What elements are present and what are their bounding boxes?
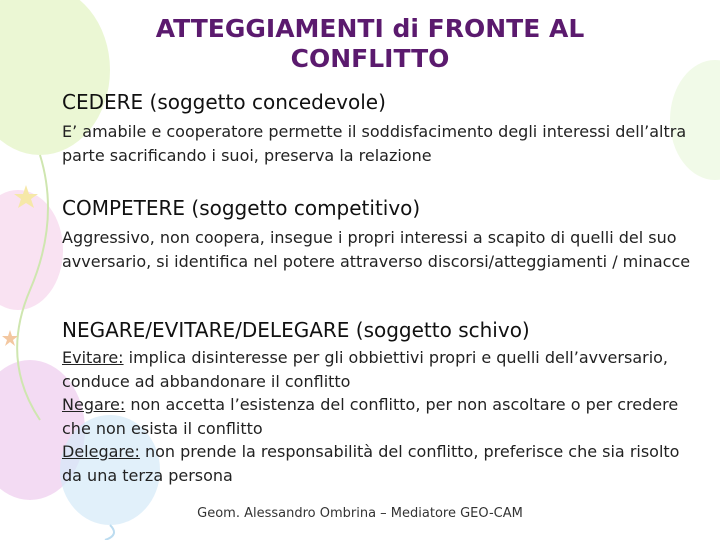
title-line-2: CONFLITTO [290, 44, 450, 73]
heading-sub: (soggetto concedevole) [143, 90, 386, 114]
heading-sub: (soggetto schivo) [349, 318, 530, 342]
star-icon [2, 330, 18, 346]
footer: Geom. Alessandro Ombrina – Mediatore GEO-CAM [197, 506, 523, 521]
page-title [90, 14, 650, 74]
title-line-1: ATTEGGIAMENTI di FRONTE AL [155, 14, 585, 43]
text-evitare: implica disinteresse per gli obbiettivi propri e quelli dell’avversario, conduce ad abbandonare il conflitto [62, 348, 669, 391]
section-heading [62, 196, 702, 220]
term-negare: Negare: [62, 395, 126, 414]
heading-main: NEGARE/EVITARE/DELEGARE [62, 318, 350, 342]
section-negare-evitare-delegare [62, 318, 702, 487]
heading-sub: (soggetto competitivo) [185, 196, 421, 220]
balloon-string-icon [105, 525, 114, 540]
section-heading [62, 90, 702, 114]
term-evitare: Evitare: [62, 348, 124, 367]
section-cedere [62, 90, 702, 167]
text-negare: non accetta l’esistenza del conflitto, per non ascoltare o per credere che non esista il conflitto [62, 395, 679, 438]
text-delegare: non prende la responsabilità del conflitto, preferisce che sia risolto da una terza persona [62, 442, 680, 485]
section-competere [62, 196, 702, 273]
balloon-pink-icon [0, 190, 63, 310]
term-delegare: Delegare: [62, 442, 140, 461]
section-text [62, 346, 702, 487]
heading-main: CEDERE [62, 90, 144, 114]
heading-main: COMPETERE [62, 196, 186, 220]
section-text: E’ amabile e cooperatore permette il soddisfacimento degli interessi dell’altra parte sacrificando i suoi, preserva la relazione [62, 122, 687, 165]
section-text: Aggressivo, non coopera, insegue i propri interessi a scapito di quelli del suo avversario, si identifica nel potere attraverso discorsi/atteggiamenti / minacce [62, 228, 691, 271]
section-heading [62, 318, 702, 342]
